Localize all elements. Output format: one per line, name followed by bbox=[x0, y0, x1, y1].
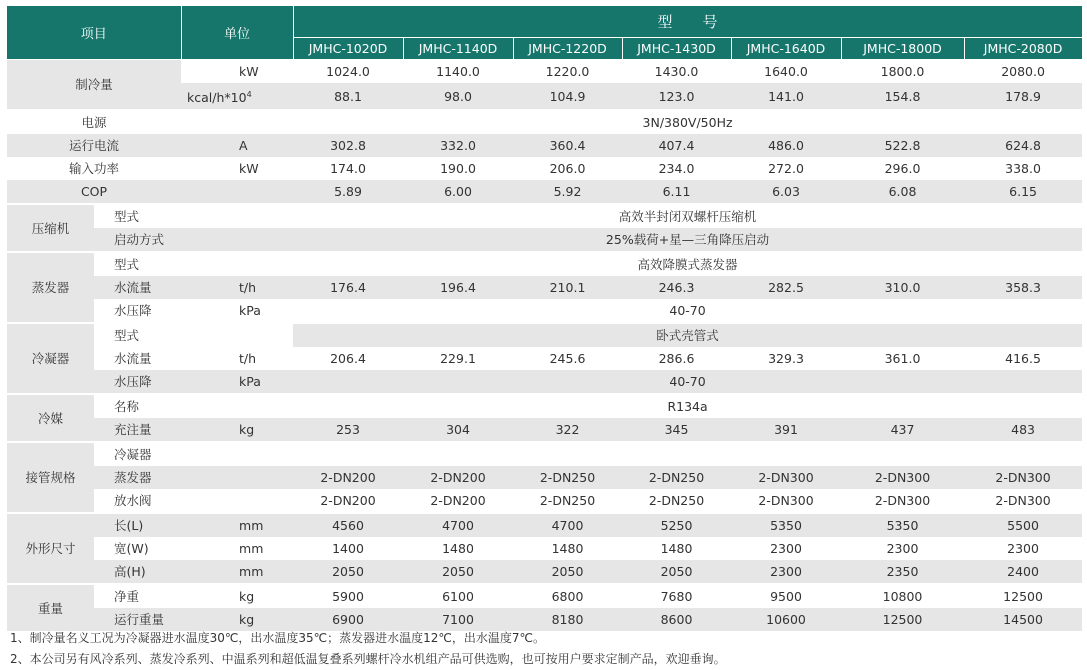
sub-label: 冷凝器 bbox=[94, 442, 181, 466]
value-cell: 1140.0 bbox=[403, 60, 513, 84]
row-label-compressor: 压缩机 bbox=[7, 204, 94, 252]
value-cell: 4700 bbox=[513, 513, 622, 537]
unit-cell bbox=[181, 204, 293, 228]
value-cell: 14500 bbox=[964, 608, 1082, 631]
sub-label: 运行重量 bbox=[94, 608, 181, 631]
value-cell: 5500 bbox=[964, 513, 1082, 537]
value-cell: 1480 bbox=[622, 537, 731, 560]
sub-label: 启动方式 bbox=[94, 228, 181, 252]
unit-cell bbox=[181, 466, 293, 489]
value-cell: 345 bbox=[622, 418, 731, 442]
value-cell: 1800.0 bbox=[841, 60, 964, 84]
value-cell: 338.0 bbox=[964, 157, 1082, 180]
value-cell: 4560 bbox=[293, 513, 403, 537]
sub-label: 放水阀 bbox=[94, 489, 181, 513]
value-cell: 174.0 bbox=[293, 157, 403, 180]
value-cell: 2-DN200 bbox=[403, 466, 513, 489]
value-cell: 2-DN200 bbox=[293, 466, 403, 489]
unit-cell: kPa bbox=[181, 299, 293, 323]
value-cell: 2-DN250 bbox=[513, 489, 622, 513]
row-label-weight: 重量 bbox=[7, 584, 94, 631]
value-cell: 486.0 bbox=[731, 134, 841, 157]
sub-label: 型式 bbox=[94, 252, 181, 276]
value-cell: 1480 bbox=[513, 537, 622, 560]
value-cell: 286.6 bbox=[622, 347, 731, 370]
value-cell: 483 bbox=[964, 418, 1082, 442]
unit-cell: mm bbox=[181, 513, 293, 537]
value-cell: R134a bbox=[293, 394, 1082, 418]
value-cell: 卧式壳管式 bbox=[293, 323, 1082, 347]
row-label-dimensions: 外形尺寸 bbox=[7, 513, 94, 584]
row-label-cooling: 制冷量 bbox=[7, 60, 181, 111]
value-cell: 2050 bbox=[403, 560, 513, 584]
value-cell: 6.15 bbox=[964, 180, 1082, 204]
row-label-current: 运行电流 bbox=[7, 134, 181, 157]
sub-label: 长(L) bbox=[94, 513, 181, 537]
header-unit: 单位 bbox=[181, 6, 293, 60]
value-cell: 9500 bbox=[731, 584, 841, 608]
unit-cell bbox=[181, 442, 293, 466]
value-cell: 407.4 bbox=[622, 134, 731, 157]
sub-label: 型式 bbox=[94, 323, 181, 347]
value-cell: 178.9 bbox=[964, 83, 1082, 110]
sub-label: 充注量 bbox=[94, 418, 181, 442]
header-model: JMHC-1640D bbox=[731, 38, 841, 60]
value-cell: 104.9 bbox=[513, 83, 622, 110]
value-cell: 2-DN300 bbox=[964, 466, 1082, 489]
value-cell: 2-DN300 bbox=[731, 466, 841, 489]
value-cell: 5250 bbox=[622, 513, 731, 537]
value-cell: 2-DN250 bbox=[513, 466, 622, 489]
spec-table bbox=[7, 6, 1083, 631]
value-cell: 2300 bbox=[964, 537, 1082, 560]
value-cell: 25%载荷+星—三角降压启动 bbox=[293, 228, 1082, 252]
value-cell: 361.0 bbox=[841, 347, 964, 370]
value-cell: 2300 bbox=[841, 537, 964, 560]
value-cell: 6.03 bbox=[731, 180, 841, 204]
unit-cell: kg bbox=[181, 418, 293, 442]
unit-cell: mm bbox=[181, 560, 293, 584]
sub-label: 水流量 bbox=[94, 347, 181, 370]
value-cell: 98.0 bbox=[403, 83, 513, 110]
row-label-refrigerant: 冷媒 bbox=[7, 394, 94, 442]
value-cell: 332.0 bbox=[403, 134, 513, 157]
value-cell: 8600 bbox=[622, 608, 731, 631]
header-model-title: 型 号 bbox=[293, 6, 1082, 38]
value-cell: 296.0 bbox=[841, 157, 964, 180]
value-cell: 190.0 bbox=[403, 157, 513, 180]
value-cell: 2050 bbox=[293, 560, 403, 584]
value-cell: 5350 bbox=[731, 513, 841, 537]
value-cell: 2080.0 bbox=[964, 60, 1082, 84]
value-cell: 2300 bbox=[731, 537, 841, 560]
value-cell: 272.0 bbox=[731, 157, 841, 180]
unit-cell bbox=[181, 228, 293, 252]
value-cell: 1024.0 bbox=[293, 60, 403, 84]
footnote: 1、制冷量名义工况为冷凝器进水温度30℃，出水温度35℃；蒸发器进水温度12℃，出水温度7℃。 bbox=[10, 631, 545, 645]
value-cell: 6.00 bbox=[403, 180, 513, 204]
header-model: JMHC-1800D bbox=[841, 38, 964, 60]
value-cell: 1640.0 bbox=[731, 60, 841, 84]
sub-label: 高(H) bbox=[94, 560, 181, 584]
header-model: JMHC-1430D bbox=[622, 38, 731, 60]
value-cell: 2050 bbox=[513, 560, 622, 584]
value-cell: 2-DN300 bbox=[841, 489, 964, 513]
value-cell: 176.4 bbox=[293, 276, 403, 299]
value-cell: 8180 bbox=[513, 608, 622, 631]
value-cell: 2350 bbox=[841, 560, 964, 584]
value-cell: 522.8 bbox=[841, 134, 964, 157]
footnotes bbox=[10, 628, 726, 670]
unit-cell bbox=[181, 83, 293, 110]
value-cell: 2400 bbox=[964, 560, 1082, 584]
sub-label: 蒸发器 bbox=[94, 466, 181, 489]
value-cell: 10800 bbox=[841, 584, 964, 608]
value-cell: 5350 bbox=[841, 513, 964, 537]
header-model: JMHC-2080D bbox=[964, 38, 1082, 60]
value-cell: 1430.0 bbox=[622, 60, 731, 84]
value-cell: 5.89 bbox=[293, 180, 403, 204]
value-cell: 624.8 bbox=[964, 134, 1082, 157]
unit-cell bbox=[181, 394, 293, 418]
unit-cell: A bbox=[181, 134, 293, 157]
unit-kcal-exponent: 4 bbox=[246, 90, 252, 99]
unit-cell bbox=[181, 110, 293, 134]
value-cell: 1400 bbox=[293, 537, 403, 560]
unit-cell: kW bbox=[181, 157, 293, 180]
value-cell: 154.8 bbox=[841, 83, 964, 110]
header-model: JMHC-1140D bbox=[403, 38, 513, 60]
unit-cell: mm bbox=[181, 537, 293, 560]
value-cell: 6100 bbox=[403, 584, 513, 608]
value-cell: 416.5 bbox=[964, 347, 1082, 370]
value-cell: 234.0 bbox=[622, 157, 731, 180]
sub-label: 型式 bbox=[94, 204, 181, 228]
value-cell: 40-70 bbox=[293, 299, 1082, 323]
value-cell: 310.0 bbox=[841, 276, 964, 299]
value-cell: 6.08 bbox=[841, 180, 964, 204]
header-item: 项目 bbox=[7, 6, 181, 60]
header-model: JMHC-1020D bbox=[293, 38, 403, 60]
unit-cell: t/h bbox=[181, 347, 293, 370]
value-cell: 196.4 bbox=[403, 276, 513, 299]
unit-cell: kg bbox=[181, 608, 293, 631]
value-cell: 2-DN250 bbox=[622, 466, 731, 489]
unit-cell: kW bbox=[181, 60, 293, 84]
sub-label: 净重 bbox=[94, 584, 181, 608]
value-cell bbox=[293, 442, 1082, 466]
sub-label: 水压降 bbox=[94, 370, 181, 394]
row-label-piping: 接管规格 bbox=[7, 442, 94, 513]
header-model: JMHC-1220D bbox=[513, 38, 622, 60]
unit-cell: t/h bbox=[181, 276, 293, 299]
value-cell: 141.0 bbox=[731, 83, 841, 110]
unit-cell bbox=[181, 323, 293, 347]
value-cell: 246.3 bbox=[622, 276, 731, 299]
value-cell: 245.6 bbox=[513, 347, 622, 370]
value-cell: 391 bbox=[731, 418, 841, 442]
value-cell: 304 bbox=[403, 418, 513, 442]
value-cell: 302.8 bbox=[293, 134, 403, 157]
value-cell: 229.1 bbox=[403, 347, 513, 370]
value-cell: 5.92 bbox=[513, 180, 622, 204]
value-cell: 360.4 bbox=[513, 134, 622, 157]
value-cell: 10600 bbox=[731, 608, 841, 631]
value-cell: 88.1 bbox=[293, 83, 403, 110]
value-cell: 206.0 bbox=[513, 157, 622, 180]
value-cell: 12500 bbox=[964, 584, 1082, 608]
unit-cell: kg bbox=[181, 584, 293, 608]
footnote: 2、本公司另有风冷系列、蒸发冷系列、中温系列和超低温复叠系列螺杆冷水机组产品可供选购，也可按用户要求定制产品，欢迎垂询。 bbox=[10, 652, 726, 666]
value-cell: 2300 bbox=[731, 560, 841, 584]
value-cell: 2-DN250 bbox=[622, 489, 731, 513]
row-label-input-power: 输入功率 bbox=[7, 157, 181, 180]
row-label-cop: COP bbox=[7, 180, 181, 204]
value-cell: 5900 bbox=[293, 584, 403, 608]
value-cell: 40-70 bbox=[293, 370, 1082, 394]
value-cell: 437 bbox=[841, 418, 964, 442]
value-cell: 7680 bbox=[622, 584, 731, 608]
value-cell: 322 bbox=[513, 418, 622, 442]
row-label-power-supply: 电源 bbox=[7, 110, 181, 134]
value-cell: 6900 bbox=[293, 608, 403, 631]
value-cell: 2-DN300 bbox=[964, 489, 1082, 513]
value-cell: 253 bbox=[293, 418, 403, 442]
row-label-evaporator: 蒸发器 bbox=[7, 252, 94, 323]
sub-label: 宽(W) bbox=[94, 537, 181, 560]
value-cell: 358.3 bbox=[964, 276, 1082, 299]
value-cell: 123.0 bbox=[622, 83, 731, 110]
value-cell: 7100 bbox=[403, 608, 513, 631]
value-cell: 2-DN300 bbox=[731, 489, 841, 513]
sub-label: 名称 bbox=[94, 394, 181, 418]
value-cell: 2-DN300 bbox=[841, 466, 964, 489]
value-cell: 高效半封闭双螺杆压缩机 bbox=[293, 204, 1082, 228]
value-cell: 1480 bbox=[403, 537, 513, 560]
value-cell: 4700 bbox=[403, 513, 513, 537]
unit-cell bbox=[181, 180, 293, 204]
unit-cell: kPa bbox=[181, 370, 293, 394]
value-cell: 高效降膜式蒸发器 bbox=[293, 252, 1082, 276]
value-cell: 210.1 bbox=[513, 276, 622, 299]
unit-kcal: kcal/h*10 bbox=[187, 90, 247, 105]
value-cell: 206.4 bbox=[293, 347, 403, 370]
row-label-condenser: 冷凝器 bbox=[7, 323, 94, 394]
value-cell: 282.5 bbox=[731, 276, 841, 299]
value-cell: 2-DN200 bbox=[403, 489, 513, 513]
value-cell: 3N/380V/50Hz bbox=[293, 110, 1082, 134]
value-cell: 1220.0 bbox=[513, 60, 622, 84]
value-cell: 2050 bbox=[622, 560, 731, 584]
value-cell: 6.11 bbox=[622, 180, 731, 204]
value-cell: 12500 bbox=[841, 608, 964, 631]
value-cell: 329.3 bbox=[731, 347, 841, 370]
sub-label: 水压降 bbox=[94, 299, 181, 323]
unit-cell bbox=[181, 252, 293, 276]
value-cell: 2-DN200 bbox=[293, 489, 403, 513]
unit-cell bbox=[181, 489, 293, 513]
sub-label: 水流量 bbox=[94, 276, 181, 299]
value-cell: 6800 bbox=[513, 584, 622, 608]
